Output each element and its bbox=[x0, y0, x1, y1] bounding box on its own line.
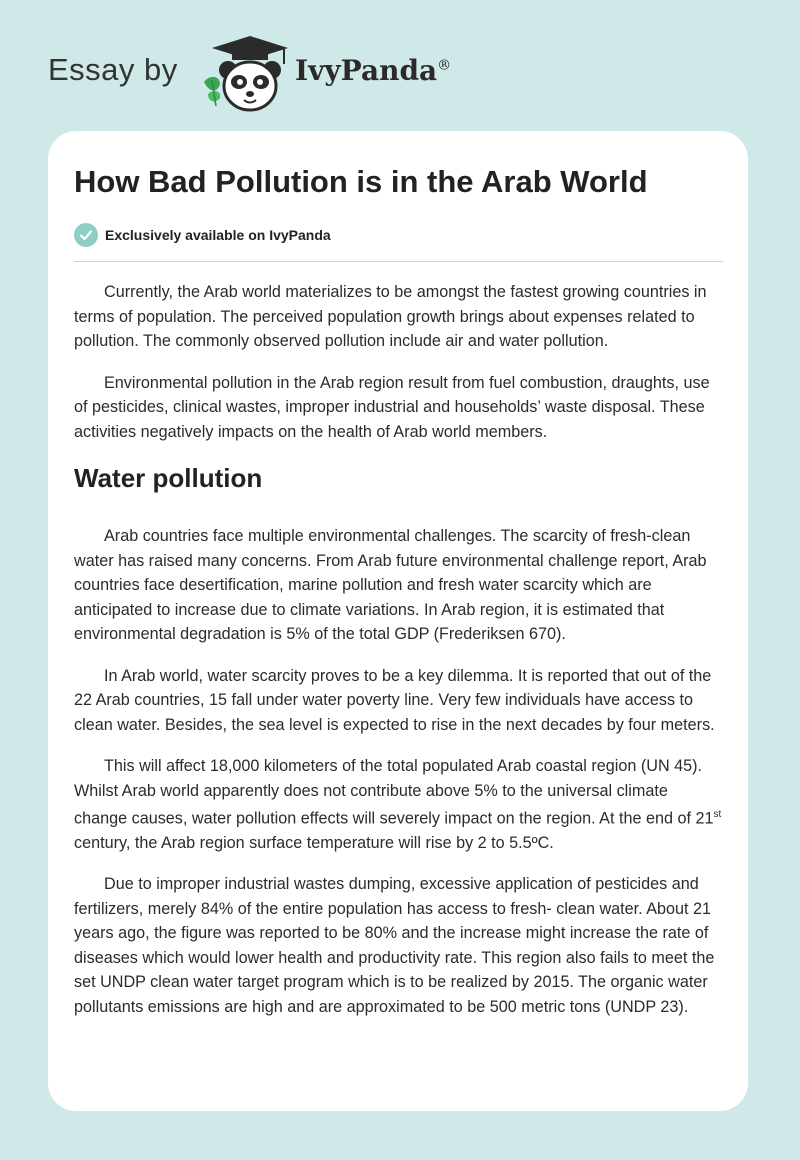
page-title: How Bad Pollution is in the Arab World bbox=[74, 164, 648, 199]
check-icon bbox=[74, 223, 98, 247]
paragraph: In Arab world, water scarcity proves to be a key dilemma. It is reported that out of the 22 Arab countries, 15 fall under water poverty line. Very few individuals have access to clean water. Besides, the sea level is expected to rise in the next decades by four meters. bbox=[74, 666, 715, 734]
paragraph-text: This will affect 18,000 kilometers of the total populated Arab coastal region (UN 45). Whilst Arab world apparently does not contribute above 5% to the universal climate change causes, water pollution effects will severely impact on the region. At the end of 21 bbox=[74, 757, 714, 828]
essay-by-text: Essay by bbox=[48, 52, 178, 87]
registered-mark: ® bbox=[437, 57, 452, 74]
paragraph: Due to improper industrial wastes dumping, excessive application of pesticides and fertilizers, merely 84% of the entire population has access to fresh- clean water. About 21 years ago, the figure was reported to be 80% and the increase might increase the rate of diseases which would lower health and productivity rate. This region also fails to meet the set UNDP clean water target program which is to be realized by 2015. The organic water pollutants emissions are high and are approximated to be 500 metric tons (UNDP 23). bbox=[74, 875, 715, 1016]
essay-body bbox=[74, 280, 723, 1036]
essay-card bbox=[48, 131, 748, 1111]
ivy-leaf-icon bbox=[204, 77, 220, 106]
paragraph: Currently, the Arab world materializes to be amongst the fastest growing countries in terms of population. The perceived population growth brings about expenses related to pollution. The commonly observed pollution include air and water pollution. bbox=[74, 283, 707, 350]
site-header bbox=[48, 30, 748, 110]
paragraph: Environmental pollution in the Arab region result from fuel combustion, draughts, use of pesticides, clinical wastes, improper industrial and households’ waste disposal. These activities negatively impacts on the health of Arab world members. bbox=[74, 373, 710, 441]
brand-name[interactable] bbox=[295, 54, 451, 87]
paragraph: Arab countries face multiple environmental challenges. The scarcity of fresh-clean water has raised many concerns. From Arab future environmental challenge report, Arab countries face desertification, marine pollution and fresh water scarcity which are anticipated to increase due to climate variations. In Arab region, it is estimated that environmental degradation is 5% of the total GDP (Frederiksen 670). bbox=[74, 527, 707, 643]
divider bbox=[74, 261, 723, 262]
section-heading: Water pollution bbox=[74, 463, 263, 493]
paragraph-text: century, the Arab region surface temperature will rise by 2 to 5.5ºC. bbox=[74, 833, 554, 852]
ordinal-suffix: st bbox=[713, 809, 722, 820]
exclusive-badge-label: Exclusively available on IvyPanda bbox=[105, 227, 331, 243]
brand-text: IvyPanda bbox=[295, 54, 438, 87]
exclusive-badge bbox=[74, 223, 331, 247]
panda-logo-icon[interactable] bbox=[198, 34, 290, 114]
paragraph bbox=[74, 754, 723, 855]
